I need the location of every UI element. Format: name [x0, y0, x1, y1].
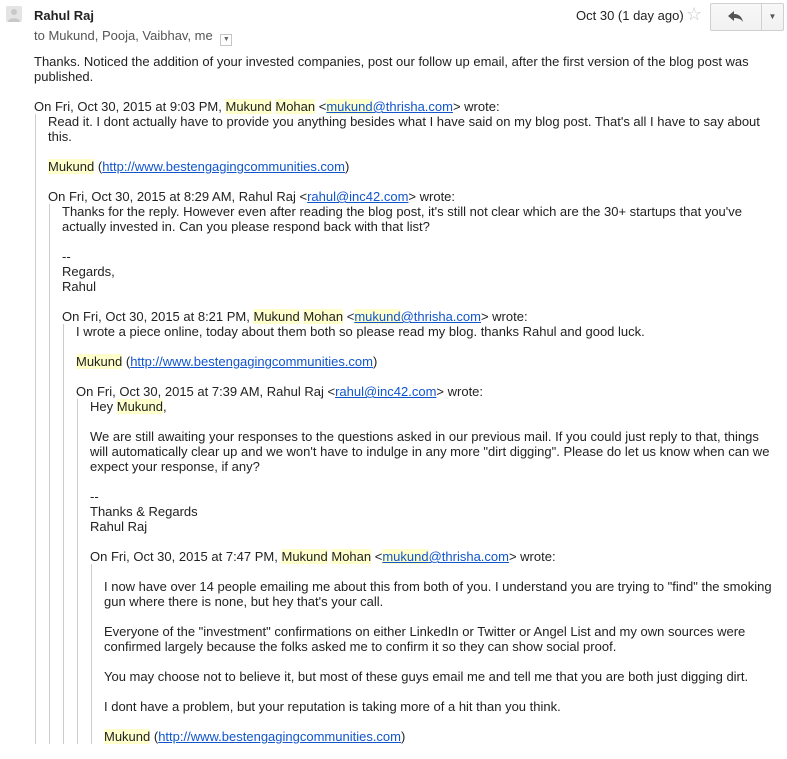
highlight-name: Mukund	[281, 549, 328, 564]
attr-text: On Fri, Oct 30, 2015 at 8:29 AM, Rahul Raj <	[48, 189, 308, 204]
attr-text: On Fri, Oct 30, 2015 at 8:21 PM,	[62, 309, 254, 324]
star-icon[interactable]: ☆	[686, 4, 703, 24]
paren: (	[150, 729, 159, 744]
email-local: mukund	[382, 549, 429, 564]
sig-regards: Regards,	[62, 264, 115, 279]
email-link[interactable]: rahul@inc42.com	[307, 189, 409, 204]
more-options-button[interactable]: ▼	[768, 12, 777, 21]
greet-text: ,	[162, 399, 167, 414]
highlight-name: Mukund	[76, 354, 123, 369]
email-link[interactable]: rahul@inc42.com	[335, 384, 437, 399]
quote-text: You may choose not to believe it, but most of these guys email me and tell me that you are both just digging dirt.	[104, 669, 749, 684]
attr-text: <	[371, 549, 383, 564]
highlight-name: Mukund	[116, 399, 163, 414]
attr-text: On Fri, Oct 30, 2015 at 9:03 PM,	[34, 99, 226, 114]
to-label: to	[34, 28, 45, 43]
email-link[interactable]	[354, 309, 481, 324]
attr-text: > wrote:	[452, 99, 500, 114]
website-link[interactable]: http://www.bestengagingcommunities.com	[158, 729, 401, 744]
sig-name: Rahul	[62, 279, 96, 294]
person-icon	[6, 6, 22, 22]
attr-text: > wrote:	[408, 189, 456, 204]
recipients-line	[34, 28, 232, 45]
quote-attribution-4	[76, 384, 774, 399]
greet-text: Hey	[90, 399, 117, 414]
quote-text: Read it. I dont actually have to provide you anything besides what I have said on my blog post. That's all I have to say about this.	[48, 114, 760, 144]
highlight-name: Mukund	[48, 159, 95, 174]
signature	[76, 354, 774, 369]
attr-text: > wrote:	[508, 549, 556, 564]
quote-text: We are still awaiting your responses to the questions asked in our previous mail. If you could just reply to that, things will automatically clear up and we won't have to indulge in any more "dirt digging". Please do let us know when can we expect your response, if any?	[90, 429, 770, 474]
quote-attribution-1	[34, 99, 774, 114]
sig-regards: Thanks & Regards	[90, 504, 198, 519]
quote-level-3	[63, 324, 774, 744]
attr-text: > wrote:	[480, 309, 528, 324]
highlight-name: Mukund	[104, 729, 151, 744]
highlight-name: Mohan	[331, 549, 372, 564]
paren: )	[401, 729, 406, 744]
signature	[104, 729, 774, 744]
sig-dash: --	[62, 249, 71, 264]
quote-text: Everyone of the "investment" confirmations on either LinkedIn or Twitter or Angel List and my own sources were confirmed largely because the folks asked me to confirm it so they can show social proof.	[104, 624, 746, 654]
avatar[interactable]	[6, 6, 22, 22]
highlight-name: Mohan	[303, 309, 344, 324]
highlight-name: Mukund	[253, 309, 300, 324]
recipients: Mukund, Pooja, Vaibhav, me	[48, 28, 213, 43]
website-link[interactable]: http://www.bestengagingcommunities.com	[102, 159, 345, 174]
quote-level-4	[77, 399, 774, 744]
email-domain: @thrisha.com	[428, 549, 509, 564]
attr-text: On Fri, Oct 30, 2015 at 7:39 AM, Rahul Raj <	[76, 384, 336, 399]
email-local: mukund	[354, 309, 401, 324]
email-domain: @thrisha.com	[400, 309, 481, 324]
highlight-name: Mukund	[225, 99, 272, 114]
paren: )	[373, 354, 378, 369]
quote-attribution-3	[62, 309, 774, 324]
website-link[interactable]: http://www.bestengagingcommunities.com	[130, 354, 373, 369]
paren: (	[122, 354, 131, 369]
quote-level-5	[91, 564, 774, 744]
email-link[interactable]	[382, 549, 509, 564]
quote-text: I wrote a piece online, today about them both so please read my blog. thanks Rahul and good luck.	[76, 324, 645, 339]
quote-level-1	[35, 114, 774, 744]
message-body	[34, 54, 774, 759]
attr-text: <	[315, 99, 327, 114]
reply-button-group	[710, 3, 784, 31]
sig-dash: --	[90, 489, 99, 504]
email-local: mukund	[326, 99, 373, 114]
reply-arrow-icon	[728, 11, 744, 23]
sig-name: Rahul Raj	[90, 519, 148, 534]
quote-text: I now have over 14 people emailing me about this from both of you. I understand you are trying to "find" the smoking gun where there is none, but hey that's your call.	[104, 579, 772, 609]
highlight-name: Mohan	[275, 99, 316, 114]
sender-name[interactable]: Rahul Raj	[34, 8, 94, 23]
reply-button[interactable]	[711, 4, 762, 30]
intro-text: Thanks. Noticed the addition of your invested companies, post our follow up email, after the first version of the blog post was published.	[34, 54, 749, 84]
greeting	[90, 399, 774, 414]
show-details-icon[interactable]: ▼	[220, 34, 232, 46]
email-domain: @thrisha.com	[372, 99, 453, 114]
quote-attribution-2	[48, 189, 774, 204]
signature	[62, 249, 774, 294]
attr-text: On Fri, Oct 30, 2015 at 7:47 PM,	[90, 549, 282, 564]
paren: (	[94, 159, 103, 174]
attr-text: > wrote:	[436, 384, 484, 399]
paren: )	[345, 159, 350, 174]
email-link[interactable]	[326, 99, 453, 114]
quote-text: I dont have a problem, but your reputation is taking more of a hit than you think.	[104, 699, 561, 714]
signature	[48, 159, 774, 174]
quote-text: Thanks for the reply. However even after reading the blog post, it's still not clear which are the 30+ startups that you've actually invested in. Can you please respond back with that list?	[62, 204, 742, 234]
quote-attribution-5	[90, 549, 774, 564]
quote-level-2	[49, 204, 774, 744]
signature	[90, 489, 774, 534]
attr-text: <	[343, 309, 355, 324]
message-header	[0, 0, 787, 50]
message-date: Oct 30 (1 day ago)	[576, 8, 684, 23]
